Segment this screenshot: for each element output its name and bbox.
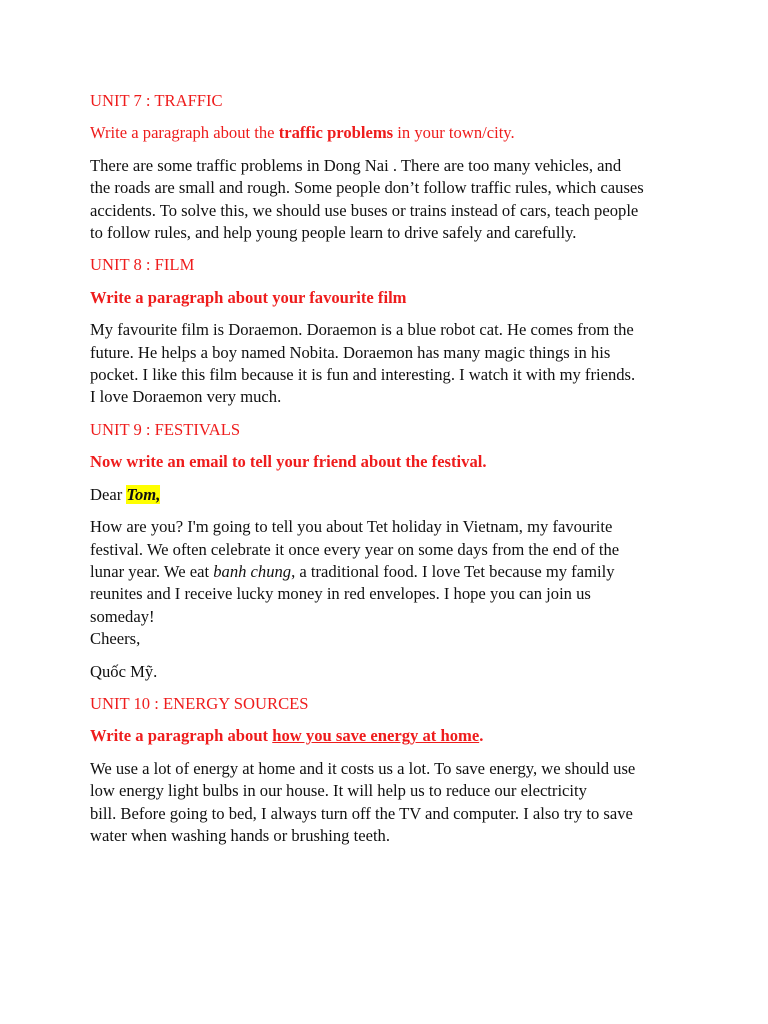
unit-7-paragraph	[90, 155, 690, 245]
unit-7-prompt-before: Write a paragraph about the	[90, 123, 279, 143]
email-line3-after: , a traditional food. I love Tet because my family	[291, 561, 615, 581]
unit-10-line: low energy light bulbs in our house. It will help us to reduce our electricity	[90, 781, 587, 801]
unit-8-section	[90, 254, 690, 408]
unit-10-prompt-before: Write a paragraph about	[90, 726, 273, 746]
email-body	[90, 516, 690, 650]
email-body-line: someday!	[90, 606, 155, 626]
unit-7-prompt-after: in your town/city.	[393, 123, 515, 143]
unit-8-paragraph	[90, 319, 690, 409]
unit-7-line: the roads are small and rough. Some people don’t follow traffic rules, which causes	[90, 178, 644, 198]
email-greeting-name: Tom,	[126, 484, 161, 504]
unit-8-heading: UNIT 8 : FILM	[90, 255, 195, 275]
unit-8-line: My favourite film is Doraemon. Doraemon is a blue robot cat. He comes from the	[90, 320, 634, 340]
unit-8-line: pocket. I like this film because it is fun and interesting. I watch it with my friends.	[90, 365, 636, 385]
email-greeting-text: Dear	[90, 484, 127, 504]
unit-8-line: I love Doraemon very much.	[90, 387, 282, 407]
unit-7-line: There are some traffic problems in Dong Nai . There are too many vehicles, and	[90, 155, 622, 175]
unit-10-prompt	[90, 725, 690, 747]
document-page	[90, 90, 690, 857]
unit-7-heading: UNIT 7 : TRAFFIC	[90, 91, 223, 110]
unit-9-heading: UNIT 9 : FESTIVALS	[90, 419, 241, 439]
unit-10-section	[90, 693, 690, 847]
unit-9-prompt: Now write an email to tell your friend about the festival.	[90, 452, 487, 472]
unit-7-prompt-bold: traffic problems	[278, 123, 394, 143]
email-body-line	[90, 561, 690, 583]
unit-7-section	[90, 90, 690, 244]
unit-10-prompt-after: .	[479, 726, 484, 746]
unit-8-prompt: Write a paragraph about your favourite film	[90, 287, 407, 307]
email-body-line: reunites and I receive lucky money in red envelopes. I hope you can join us	[90, 584, 591, 604]
email-body-line: How are you? I'm going to tell you about Tet holiday in Vietnam, my favourite	[90, 517, 613, 537]
unit-10-line: We use a lot of energy at home and it costs us a lot. To save energy, we should use	[90, 758, 636, 778]
unit-10-prompt-underlined: how you save energy at home	[272, 726, 480, 746]
unit-7-prompt	[90, 122, 690, 144]
email-signature: Quốc Mỹ.	[90, 661, 158, 681]
unit-8-line: future. He helps a boy named Nobita. Doraemon has many magic things in his	[90, 342, 611, 362]
unit-10-heading: UNIT 10 : ENERGY SOURCES	[90, 693, 309, 713]
email-line3-before: lunar year. We eat	[90, 561, 214, 581]
unit-7-line: accidents. To solve this, we should use buses or trains instead of cars, teach people	[90, 200, 639, 220]
unit-9-section	[90, 419, 690, 683]
email-body-line: festival. We often celebrate it once every year on some days from the end of the	[90, 539, 620, 559]
unit-10-line: bill. Before going to bed, I always turn off the TV and computer. I also try to save	[90, 803, 633, 823]
email-greeting	[90, 484, 690, 506]
email-line3-italic: banh chung	[213, 561, 292, 581]
unit-10-line: water when washing hands or brushing teeth.	[90, 825, 391, 845]
unit-10-paragraph	[90, 758, 690, 848]
unit-7-line: to follow rules, and help young people learn to drive safely and carefully.	[90, 223, 577, 243]
email-closing: Cheers,	[90, 629, 141, 649]
